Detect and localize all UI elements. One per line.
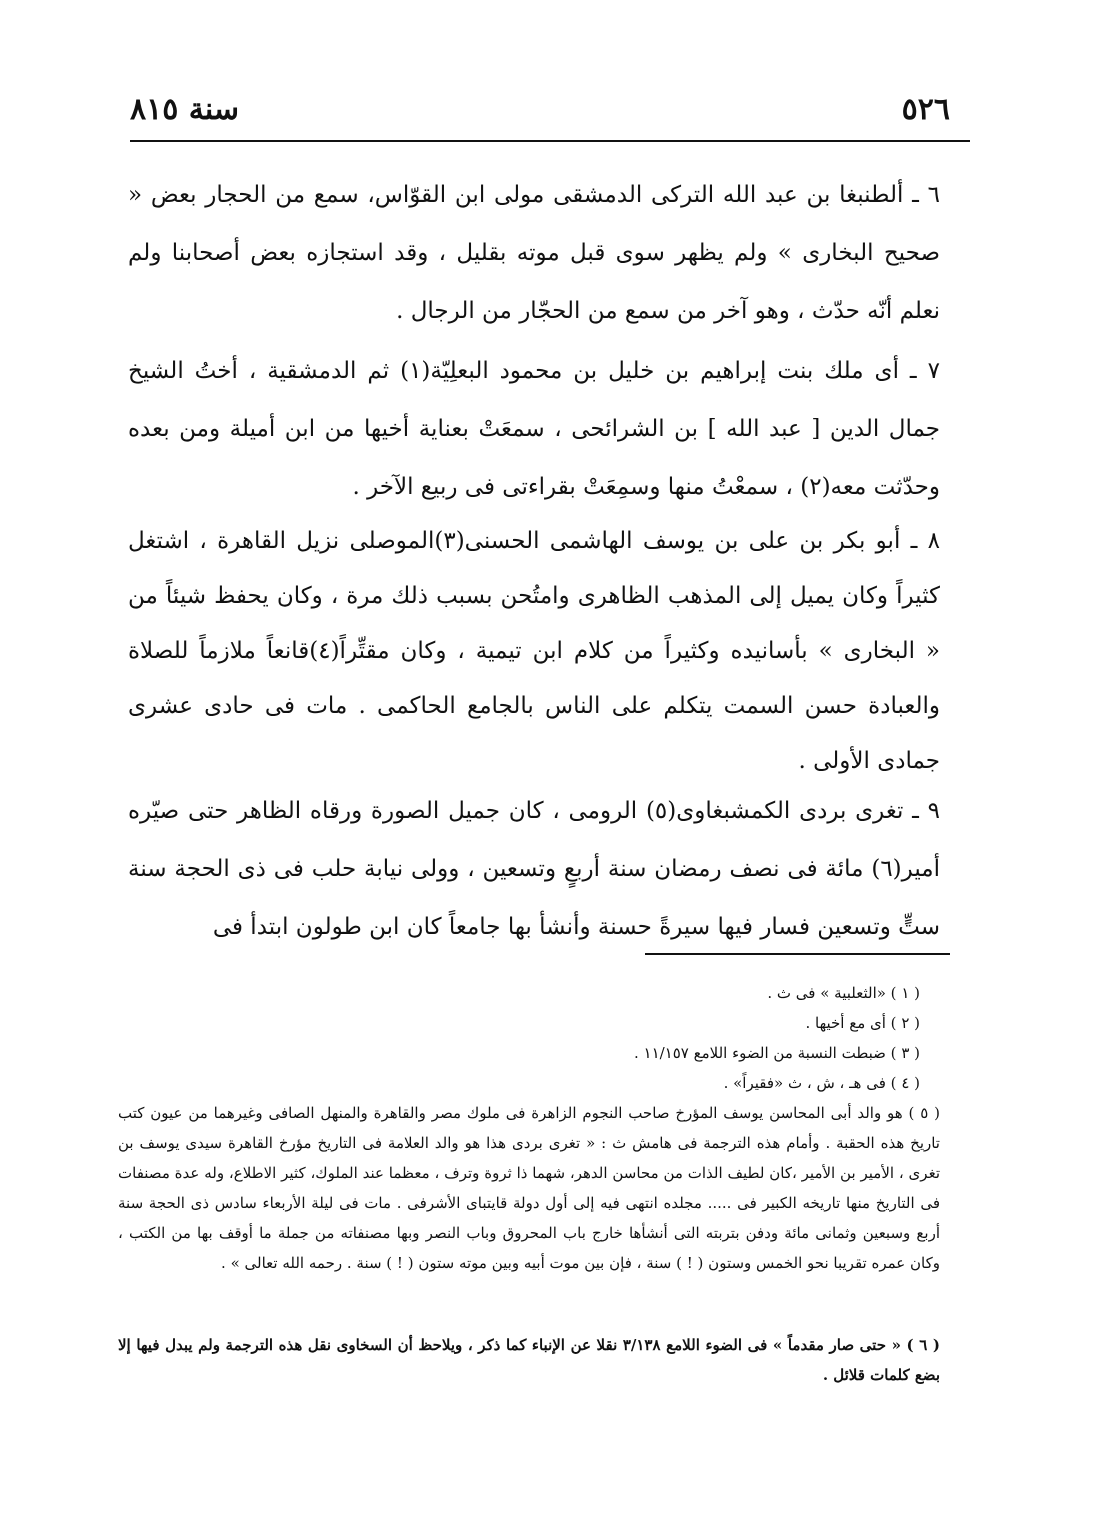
entry-paragraph: ٩ ـ تغرى بردى الكمشبغاوى(٥) الرومى ، كان جميل الصورة ورقاه الظاهر حتى صيّره أمير(٦) مائة فى نصف رمضان سنة أربعٍ وتسعين ، وولى نيابة حلب فى ذى الحجة سنة ستٍّ وتسعين فسار فيها سيرةً حسنة وأنشأ بها جامعاً كان ابن طولون ابتدأ فى	[128, 798, 940, 940]
header-rule	[130, 140, 970, 142]
footnote: ( ٦ ) « حتى صار مقدماً » فى الضوء اللامع ٣/١٣٨ نقلا عن الإنباء كما ذكر ، ويلاحظ أن السخاوى نقل هذه الترجمة ولم يبدل فيها إلا بضع كلمات قلائل .	[118, 1336, 940, 1384]
footnote: ( ٥ ) هو والد أبى المحاسن يوسف المؤرخ صاحب النجوم الزاهرة فى ملوك مصر والقاهرة والمنهل الصافى وغيرهما من عيون كتب تاريخ هذه الحقبة . وأمام هذه الترجمة فى هامش ث : « تغرى بردى هذا هو والد العلامة فى التاريخ مؤرخ القاهرة سيدى يوسف بن تغرى ، الأمير بن الأمير ،كان لطيف الذات من محاسن الدهر، شهما ذا ثروة وترف ، معظما عند الملوك، كثير الاطلاع، وله عدة مصنفات فى التاريخ منها تاريخه الكبير فى ..... مجلده انتهى فيه إلى أول دولة قايتباى الأشرفى . مات فى ليلة الأربعاء سادس ذى الحجة سنة أربع وسبعين وثمانى مائة ودفن بتربته التى أنشأها خارج باب المحروق وباب النصر وبها مصنفاته من جملة ما أوقف بها من الكتب ، وكان عمره تقريبا نحو الخمس وستون ( ! ) سنة ، فإن بين موت أبيه وبين موته ستون ( ! ) سنة . رحمه الله تعالى » .	[118, 1104, 940, 1272]
footnote: ( ١ ) «الثعلبية » فى ث .	[767, 984, 920, 1002]
entry-paragraph: ٨ ـ أبو بكر بن على بن يوسف الهاشمى الحسنى(٣)الموصلى نزيل القاهرة ، اشتغل كثيراً وكان يميل إلى المذهب الظاهرى وامتُحن بسبب ذلك مرة ، وكان يحفظ شيئاً من « البخارى » بأسانيده وكثيراً من كلام ابن تيمية ، وكان مقتِّراً(٤)قانعاً ملازماً للصلاة والعبادة حسن السمت يتكلم على الناس بالجامع الحاكمى . مات فى حادى عشرى جمادى الأولى .	[128, 528, 940, 774]
entry-paragraph: ٦ ـ ألطنبغا بن عبد الله التركى الدمشقى مولى ابن القوّاس، سمع من الحجار بعض « صحيح البخارى » ولم يظهر سوى قبل موته بقليل ، وقد استجازه بعض أصحابنا ولم نعلم أنّه حدّث ، وهو آخر من سمع من الحجّار من الرجال .	[128, 182, 940, 324]
footnote-rule	[645, 953, 950, 955]
footnote: ( ٣ ) ضبطت النسبة من الضوء اللامع ١١/١٥٧ .	[633, 1044, 920, 1062]
footnote: ( ٤ ) فى هـ ، ش ، ث «فقيراً» .	[723, 1074, 920, 1092]
entry-paragraph: ٧ ـ أى ملك بنت إبراهيم بن خليل بن محمود البعلِيّة(١) ثم الدمشقية ، أختُ الشيخ جمال الدين [ عبد الله ] بن الشرائحى ، سمعَتْ بعناية أخيها من ابن أميلة ومن بعده وحدّثت معه(٢) ، سمعْتُ منها وسمِعَتْ بقراءتى فى ربيع الآخر .	[128, 358, 940, 500]
footnote: ( ٢ ) أى مع أخيها .	[805, 1014, 920, 1032]
page-number: ٥٢٦	[901, 92, 950, 127]
running-header-year: سنة ٨١٥	[130, 92, 240, 127]
